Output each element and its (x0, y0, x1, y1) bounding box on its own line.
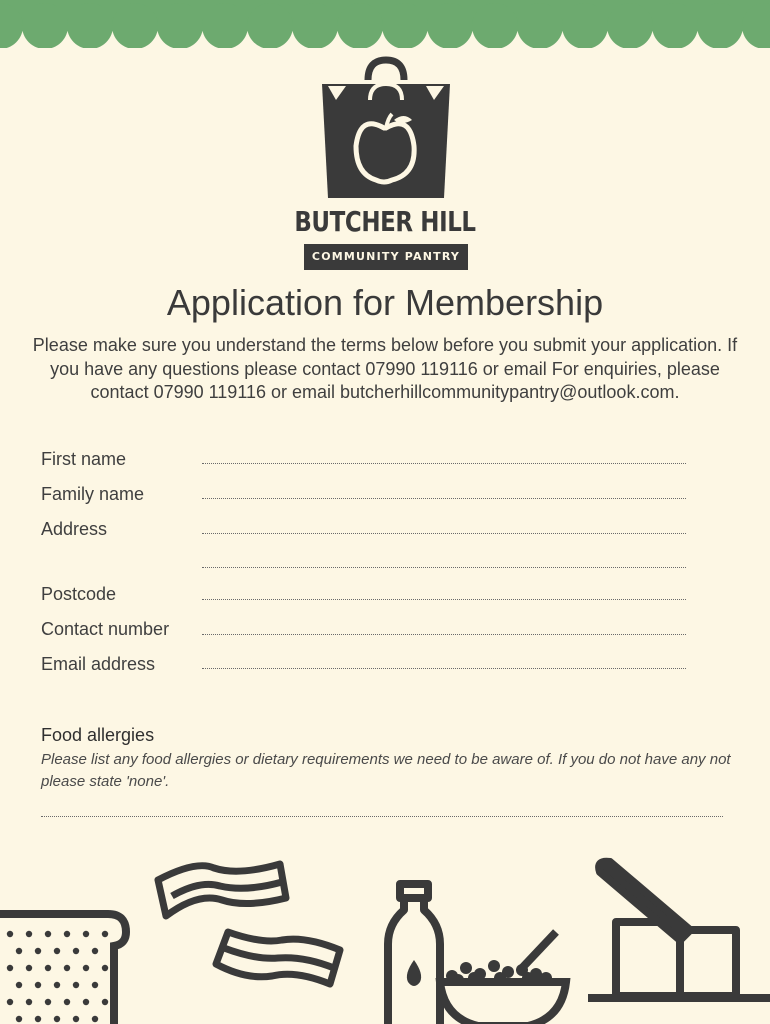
page-title: Application for Membership (166, 282, 604, 323)
bread-dot (45, 999, 51, 1005)
first-name-label: First name (41, 449, 127, 469)
milk-bottle-icon (388, 884, 440, 1024)
scallop-shape (337, 3, 383, 48)
bread-dot (26, 965, 32, 971)
bacon-icon (216, 932, 340, 984)
bread-dot (54, 982, 60, 988)
address-label: Address (41, 519, 108, 539)
bread-dot (26, 999, 32, 1005)
email-address-input[interactable] (202, 668, 686, 669)
bread-dot (64, 999, 70, 1005)
postcode-input[interactable] (202, 599, 686, 600)
contact-number-input[interactable] (202, 634, 686, 635)
bacon-icon (158, 864, 286, 916)
scallop-shape (292, 3, 338, 48)
bread-dot (7, 965, 13, 971)
bread-dot (111, 982, 117, 988)
bread-dot (54, 948, 60, 954)
brand-name: BUTCHER HILL (294, 205, 476, 238)
bread-dot (83, 965, 89, 971)
scallop-shape (202, 3, 248, 48)
scallop-shape (247, 3, 293, 48)
address-line-1-input[interactable] (202, 533, 686, 534)
butter-icon (588, 862, 770, 998)
bread-dot (35, 1016, 41, 1022)
bread-dot (83, 999, 89, 1005)
bread-dot (92, 948, 98, 954)
contact-number-label: Contact number (41, 619, 170, 639)
bread-dot (35, 982, 41, 988)
scallop-shape (22, 3, 68, 48)
scallop-shape (427, 3, 473, 48)
scallop-shape (112, 3, 158, 48)
postcode-label: Postcode (41, 584, 117, 604)
bread-dot (16, 982, 22, 988)
bread-dot (54, 1016, 60, 1022)
cereal-piece (460, 962, 472, 974)
scallop-shape (67, 3, 113, 48)
scallop-shape (652, 3, 698, 48)
food-allergies-instructions: Please list any food allergies or dietary requirements we need to be aware of. If you do not have any not please state 'none'. (41, 751, 731, 790)
brand-tagline: COMMUNITY PANTRY (304, 244, 468, 270)
bread-dot (92, 1016, 98, 1022)
food-allergies-input[interactable] (41, 816, 723, 817)
scallop-shape (157, 3, 203, 48)
food-allergies-heading: Food allergies (41, 725, 155, 745)
first-name-input[interactable] (202, 463, 686, 464)
bread-dot (111, 1016, 117, 1022)
bread-dot (102, 931, 108, 937)
food-illustrations (0, 840, 770, 1024)
bread-dot (45, 931, 51, 937)
bread-dot (16, 1016, 22, 1022)
bread-dot (102, 965, 108, 971)
bread-dot (64, 931, 70, 937)
bread-dot (7, 931, 13, 937)
scallop-shape (562, 3, 608, 48)
scallop-shape (697, 3, 743, 48)
scallop-shape (517, 3, 563, 48)
family-name-label: Family name (41, 484, 145, 504)
bread-dot (92, 982, 98, 988)
shopping-bag-apple-logo-icon (300, 56, 472, 272)
bread-icon (0, 914, 126, 1024)
bread-dot (7, 999, 13, 1005)
scallop-shape (382, 3, 428, 48)
scallop-shape (607, 3, 653, 48)
scallop-shape (472, 3, 518, 48)
address-line-2-input[interactable] (202, 567, 686, 568)
family-name-input[interactable] (202, 498, 686, 499)
bread-dot (73, 982, 79, 988)
bread-dot (64, 965, 70, 971)
intro-paragraph: Please make sure you understand the terms below before you submit your application. If you have any questions please contact 07990 119116 or email For enquiries, please contact 07990 119116 or email butcherhillcommunitypantry@outlook.com. (32, 335, 738, 402)
email-address-label: Email address (41, 654, 156, 674)
bread-dot (111, 948, 117, 954)
bread-dot (35, 948, 41, 954)
bread-dot (102, 999, 108, 1005)
bread-dot (45, 965, 51, 971)
bread-dot (83, 931, 89, 937)
bread-dot (73, 1016, 79, 1022)
bread-dot (16, 948, 22, 954)
bread-dot (26, 931, 32, 937)
scalloped-top-border (0, 0, 770, 48)
bread-dot (73, 948, 79, 954)
cereal-piece (488, 960, 500, 972)
cereal-bowl-icon (440, 932, 566, 1024)
